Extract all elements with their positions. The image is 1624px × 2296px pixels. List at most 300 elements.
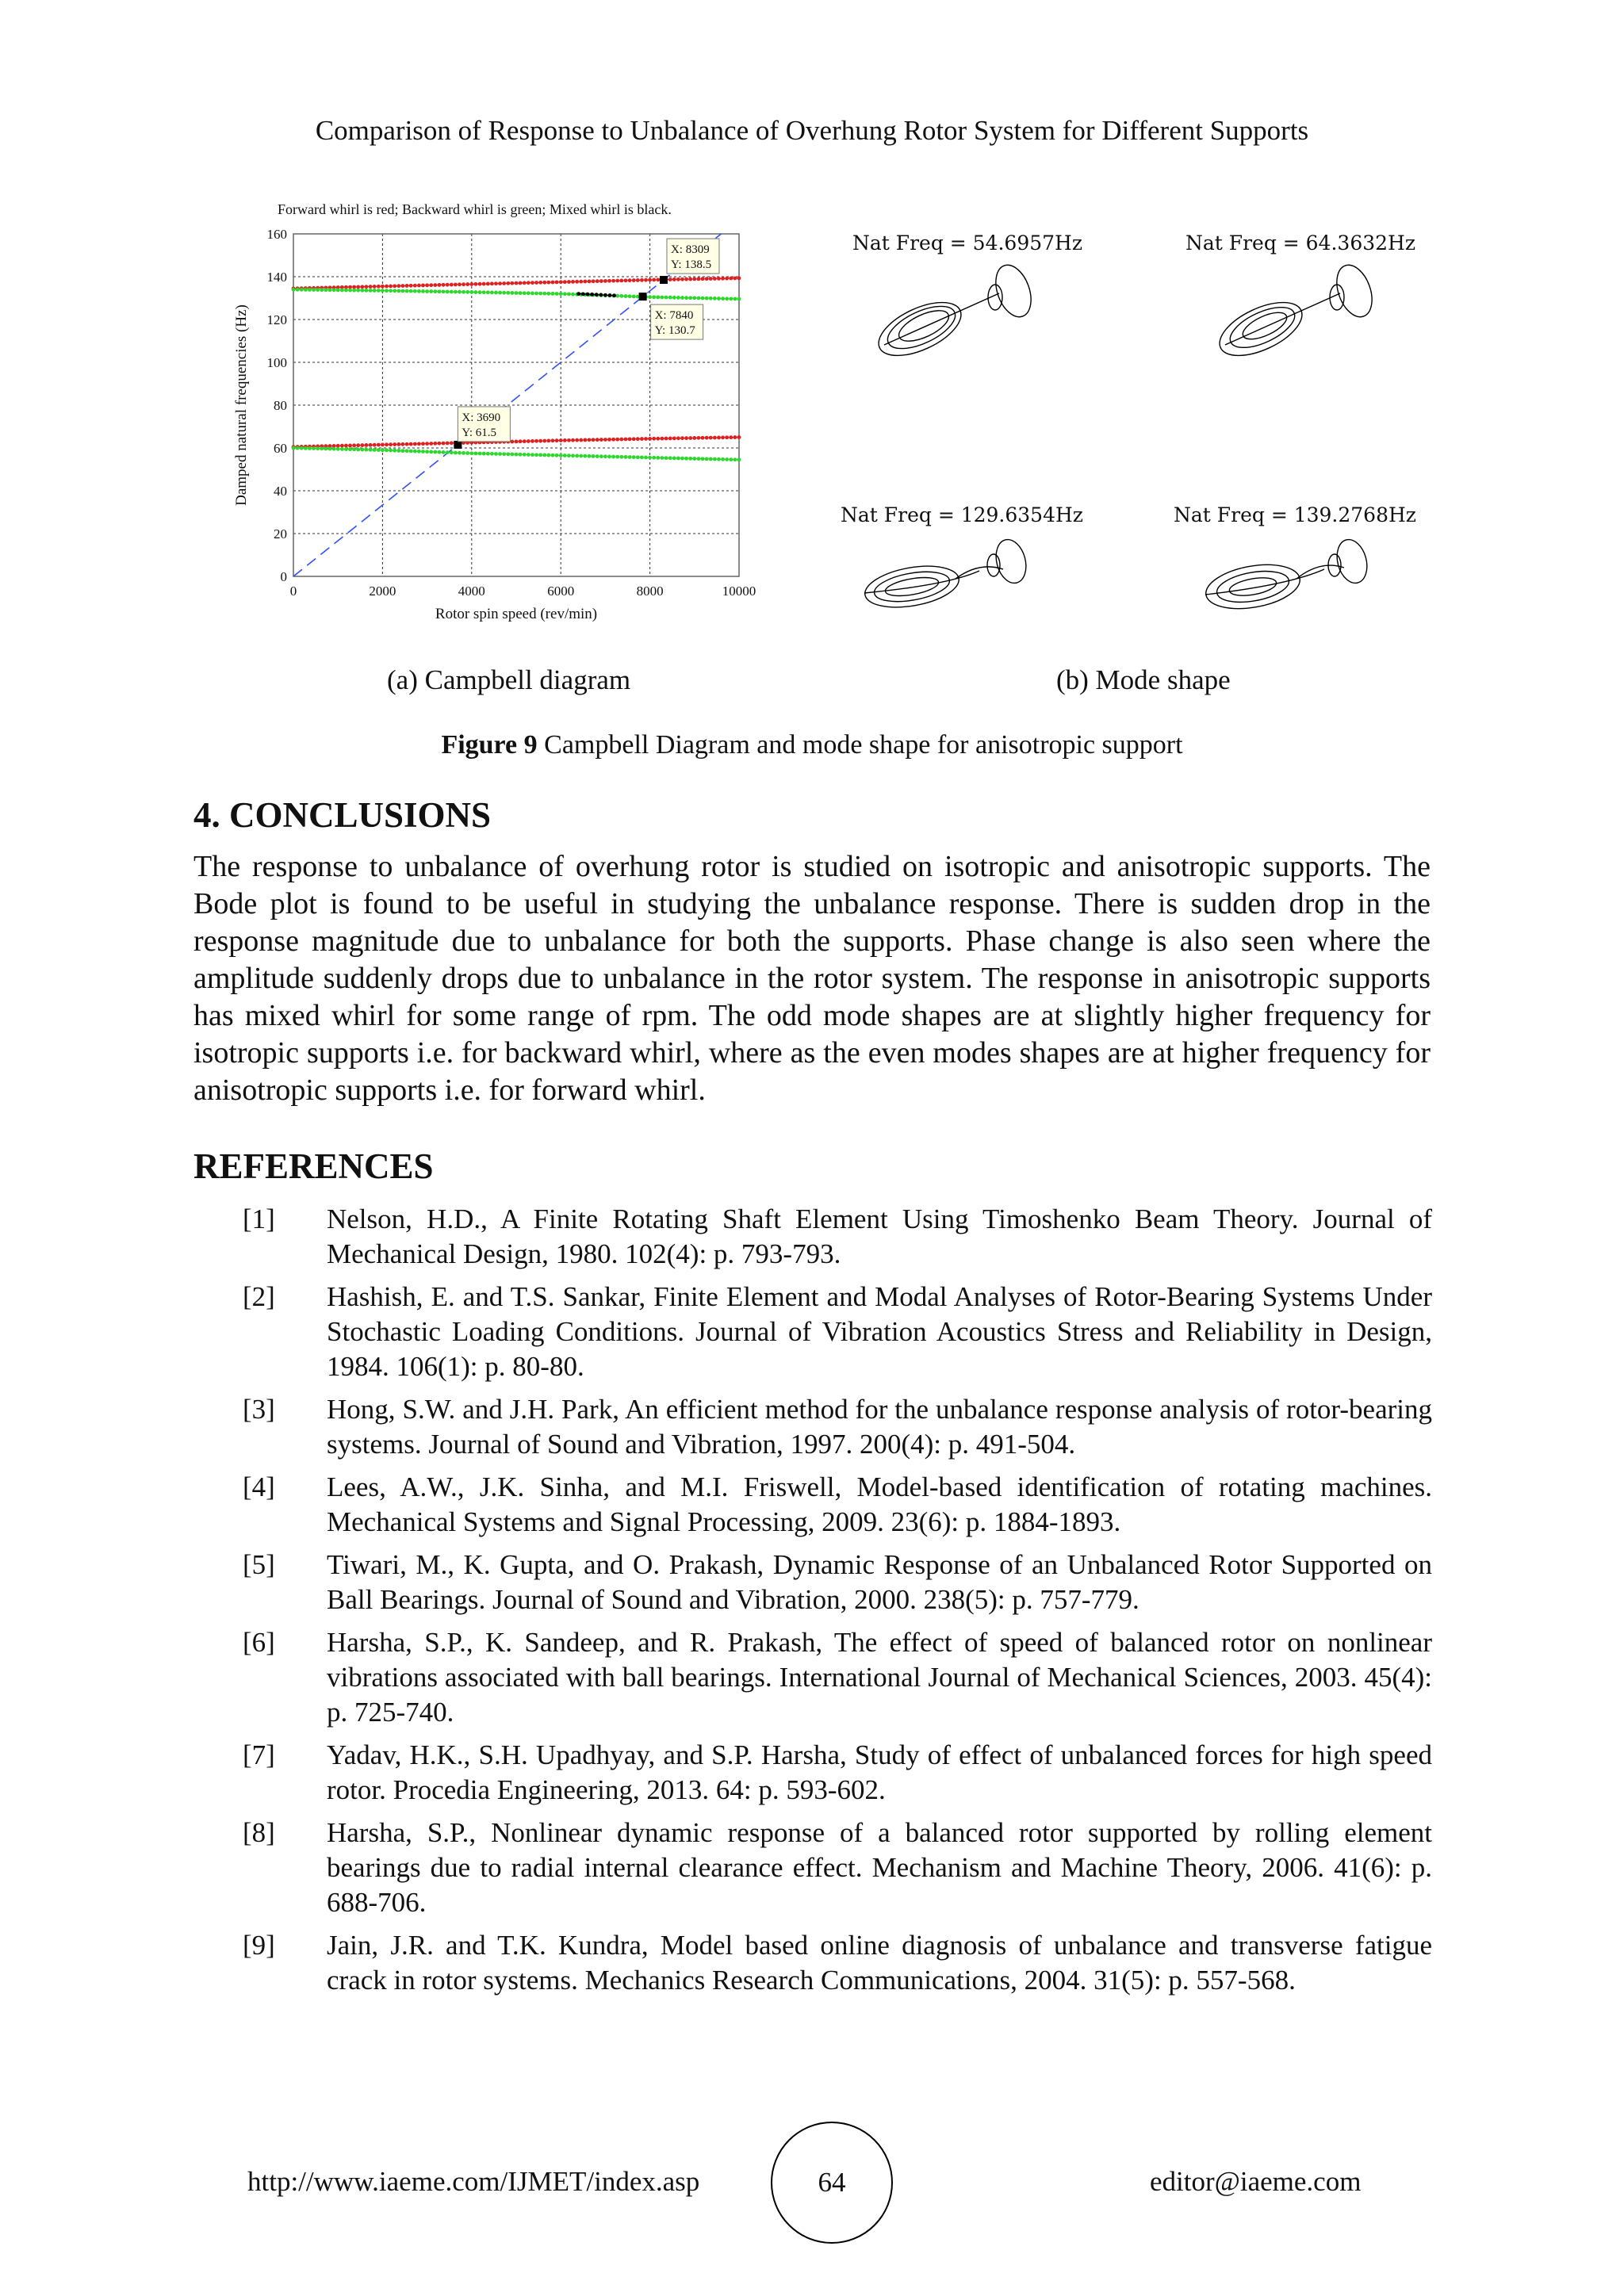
data-point [474, 451, 478, 455]
data-point [417, 450, 421, 453]
data-point [393, 442, 396, 446]
data-point [446, 290, 450, 294]
data-point [316, 288, 320, 292]
reference-number: [8] [243, 1817, 275, 1848]
data-point [592, 279, 596, 283]
data-point [486, 282, 490, 286]
data-point [527, 281, 530, 285]
data-point [527, 291, 530, 295]
data-point [555, 292, 559, 296]
y-axis-label: Damped natural frequencies (Hz) [233, 304, 250, 506]
data-point [352, 447, 356, 451]
y-tick-label: 40 [274, 484, 287, 499]
data-point [396, 289, 400, 293]
data-point [360, 448, 364, 452]
data-point [324, 447, 327, 451]
data-point [373, 448, 377, 452]
data-point [563, 280, 567, 284]
data-point [389, 442, 393, 446]
data-point [656, 456, 660, 460]
data-point [385, 285, 389, 289]
reference-text: Harsha, S.P., K. Sandeep, and R. Prakash, The effect of speed of balanced rotor on nonlinear vibrations associated with ball bearings. International Journal of Mechanical Sciences, 2003. 45(4): p. 725-740. [327, 1627, 1432, 1728]
data-point [608, 293, 612, 297]
data-point [510, 440, 514, 444]
data-point [705, 436, 709, 440]
data-point [656, 437, 660, 441]
data-point [672, 277, 676, 281]
data-point [692, 436, 696, 440]
reference-text: Nelson, H.D., A Finite Rotating Shaft Element Using Timoshenko Beam Theory. Journal of Mechanical Design, 1980. 102(4): p. 793-793. [327, 1203, 1432, 1269]
data-point [688, 457, 692, 461]
data-point [458, 290, 462, 294]
data-point [652, 295, 656, 299]
data-point [551, 453, 555, 457]
data-point [385, 448, 389, 452]
data-point [360, 289, 364, 293]
data-point [373, 443, 377, 447]
data-point [571, 453, 575, 457]
data-point [429, 442, 433, 446]
chart-title: Forward whirl is red; Backward whirl is green; Mixed whirl is black. [278, 201, 672, 217]
data-point [425, 450, 429, 453]
data-point [425, 289, 429, 293]
data-point [534, 292, 538, 296]
data-point [340, 444, 344, 448]
data-point [348, 447, 352, 451]
data-point [450, 290, 454, 294]
data-point [575, 454, 579, 458]
data-point [567, 293, 571, 297]
data-point [672, 456, 676, 460]
data-point [733, 277, 737, 281]
data-point [438, 450, 442, 454]
data-point [628, 437, 632, 441]
data-point [640, 456, 644, 460]
reference-item [193, 1625, 1432, 1730]
data-point [697, 277, 701, 281]
data-point [648, 456, 652, 460]
mode-shape-label: Nat Freq = 64.3632Hz [1185, 232, 1416, 254]
data-point [615, 279, 619, 283]
data-point [454, 290, 458, 294]
mode-shape-label: Nat Freq = 139.2768Hz [1174, 503, 1416, 526]
data-point [713, 436, 717, 440]
data-point [590, 293, 594, 297]
data-point [652, 456, 656, 460]
data-point [603, 293, 607, 297]
reference-number: [6] [243, 1627, 275, 1658]
data-point [619, 294, 623, 298]
mode-shape-4 [1174, 503, 1416, 662]
data-point [672, 296, 676, 300]
data-point [312, 446, 316, 450]
data-point [632, 455, 636, 459]
data-point [615, 438, 619, 442]
data-point [356, 285, 360, 289]
data-point [409, 442, 413, 446]
data-point [413, 284, 417, 288]
data-point [316, 446, 320, 450]
data-point [312, 288, 316, 292]
data-point [628, 278, 632, 282]
data-point [684, 277, 688, 281]
data-point [401, 442, 405, 446]
data-point [328, 288, 332, 292]
data-point [365, 443, 369, 447]
data-point [701, 457, 705, 461]
data-point [668, 437, 672, 441]
data-point [571, 293, 575, 297]
data-point [486, 452, 490, 456]
data-point [405, 449, 409, 453]
data-point [676, 277, 680, 281]
data-point [697, 457, 701, 461]
reference-number: [7] [243, 1739, 275, 1770]
data-point [713, 277, 717, 281]
data-point [409, 450, 413, 453]
data-point [619, 455, 623, 459]
data-point [588, 454, 592, 458]
data-point [632, 295, 636, 299]
data-point [498, 452, 502, 456]
data-point [506, 281, 510, 285]
data-point [292, 446, 296, 450]
data-point [697, 297, 701, 300]
data-point [478, 452, 482, 456]
data-point [332, 447, 336, 451]
data-point [575, 280, 579, 284]
data-point [373, 289, 377, 293]
data-point [438, 289, 442, 293]
data-point [680, 277, 684, 281]
data-point [588, 438, 592, 442]
data-point [381, 289, 385, 293]
data-point [611, 279, 615, 283]
data-point [611, 438, 615, 442]
data-point [692, 277, 696, 281]
data-point [567, 438, 571, 442]
data-point [729, 457, 733, 461]
data-point [405, 442, 409, 446]
datatip-marker [660, 276, 668, 284]
data-point [546, 292, 550, 296]
data-point [438, 442, 442, 446]
data-point [433, 283, 437, 287]
data-point [632, 278, 636, 282]
data-point [579, 438, 583, 442]
data-point [665, 437, 668, 441]
data-point [465, 282, 469, 286]
data-point [369, 448, 373, 452]
data-point [661, 437, 665, 441]
subcaption-b: (b) Mode shape [1056, 664, 1231, 695]
data-point [425, 283, 429, 287]
reference-text: Jain, J.R. and T.K. Kundra, Model based online diagnosis of unbalance and transverse fatigue crack in rotor systems. Mechanics Research Communications, 2004. 31(5): p. 557-568. [327, 1930, 1432, 1996]
data-point [538, 281, 542, 285]
data-point [344, 444, 348, 448]
data-point [680, 436, 684, 440]
data-point [296, 446, 300, 450]
data-point [665, 456, 668, 460]
data-point [324, 288, 327, 292]
data-point [462, 282, 465, 286]
data-point [596, 279, 599, 283]
reference-number: [2] [243, 1281, 275, 1312]
data-point [628, 294, 632, 298]
data-point [523, 291, 527, 295]
data-point [332, 288, 336, 292]
data-point [721, 277, 725, 281]
data-point [713, 457, 717, 461]
data-point [688, 296, 692, 300]
data-point [737, 297, 741, 301]
data-point [538, 292, 542, 296]
data-point [636, 278, 640, 282]
data-point [615, 455, 619, 459]
data-point [433, 289, 437, 293]
data-point [465, 451, 469, 455]
y-tick-label: 80 [274, 398, 287, 413]
data-point [725, 277, 729, 281]
data-point [571, 280, 575, 284]
data-point [680, 296, 684, 300]
data-point [482, 452, 486, 456]
data-point [446, 450, 450, 454]
datatip-text: Y: 138.5 [670, 258, 712, 272]
reference-item [193, 1548, 1432, 1617]
y-tick-label: 120 [266, 312, 287, 327]
data-point [450, 283, 454, 287]
data-point [328, 447, 332, 451]
data-point [676, 296, 680, 300]
reference-item [193, 1470, 1432, 1540]
footer-url-link[interactable]: http://www.iaeme.com/IJMET/index.asp [247, 2166, 700, 2197]
data-point [563, 438, 567, 442]
running-header: Comparison of Response to Unbalance of Overhung Rotor System for Different Supports [315, 115, 1309, 146]
data-point [502, 281, 506, 285]
data-point [581, 292, 585, 296]
page-number-text: 64 [818, 2167, 846, 2198]
reference-list [193, 1202, 1432, 2006]
reference-text: Lees, A.W., J.K. Sinha, and M.I. Friswell, Model-based identification of rotating machines. Mechanical Systems and Signal Processing, 2009. 23(6): p. 1884-1893. [327, 1471, 1432, 1537]
data-point [442, 283, 446, 287]
data-point [417, 289, 421, 293]
x-tick-label: 0 [289, 584, 297, 599]
x-tick-label: 2000 [369, 584, 396, 599]
data-point [551, 292, 555, 296]
mode-shape-drawing [852, 530, 1067, 625]
datatip-text: X: 8309 [670, 243, 710, 257]
data-point [498, 291, 502, 295]
data-point [458, 282, 462, 286]
reference-item [193, 1928, 1432, 1998]
data-point [588, 279, 592, 283]
data-point [300, 446, 304, 450]
data-point [469, 290, 473, 294]
x-tick-label: 4000 [458, 584, 485, 599]
data-point [705, 277, 709, 281]
data-point [450, 450, 454, 454]
data-point [502, 452, 506, 456]
data-point [510, 453, 514, 457]
y-tick-label: 0 [280, 569, 287, 584]
data-point [300, 288, 304, 292]
data-point [381, 448, 385, 452]
data-point [462, 451, 465, 455]
data-point [729, 297, 733, 300]
data-point [490, 281, 494, 285]
data-point [304, 446, 308, 450]
data-point [401, 289, 405, 293]
data-point [636, 455, 640, 459]
x-axis-label: Rotor spin speed (rev/min) [435, 606, 598, 622]
data-point [668, 456, 672, 460]
data-point [546, 439, 550, 443]
data-point [652, 437, 656, 441]
data-point [713, 297, 717, 300]
data-point [409, 284, 413, 288]
data-point [365, 448, 369, 452]
data-point [576, 292, 580, 296]
data-point [446, 442, 450, 446]
data-point [583, 280, 587, 284]
data-point [377, 285, 381, 289]
data-point [450, 441, 454, 445]
data-point [624, 455, 628, 459]
data-point [697, 436, 701, 440]
data-point [624, 294, 628, 298]
data-point [494, 291, 498, 295]
reference-item [193, 1816, 1432, 1920]
data-point [640, 278, 644, 282]
data-point [717, 277, 721, 281]
figure-caption-text: Campbell Diagram and mode shape for anisotropic support [537, 730, 1183, 760]
data-point [442, 450, 446, 454]
data-point [425, 442, 429, 446]
data-point [701, 436, 705, 440]
mode-shape-drawing [1185, 530, 1400, 625]
data-point [680, 457, 684, 461]
data-point [409, 289, 413, 293]
data-point [607, 438, 611, 442]
data-point [567, 453, 571, 457]
page-number [771, 2122, 893, 2244]
data-point [429, 450, 433, 454]
y-tick-label: 20 [274, 526, 287, 541]
reference-number: [5] [243, 1549, 275, 1580]
data-point [717, 436, 721, 440]
data-point [519, 439, 523, 443]
data-point [596, 454, 599, 458]
data-point [583, 454, 587, 458]
data-point [595, 293, 599, 297]
data-point [530, 439, 534, 443]
data-point [661, 296, 665, 300]
data-point [546, 281, 550, 285]
data-point [672, 436, 676, 440]
data-point [628, 455, 632, 459]
mode-shape-3 [841, 503, 1083, 662]
data-point [308, 446, 312, 450]
data-point [356, 289, 360, 293]
data-point [344, 447, 348, 451]
data-point [369, 289, 373, 293]
data-point [684, 296, 688, 300]
data-point [542, 439, 546, 443]
data-point [725, 435, 729, 439]
mode-shape-drawing [864, 258, 1071, 369]
data-point [527, 439, 530, 443]
data-point [396, 449, 400, 453]
data-point [717, 297, 721, 300]
data-point [469, 282, 473, 286]
data-point [619, 279, 623, 283]
data-point [506, 291, 510, 295]
data-point [555, 280, 559, 284]
data-point [640, 437, 644, 441]
data-point [482, 290, 486, 294]
data-point [692, 296, 696, 300]
data-point [567, 280, 571, 284]
data-point [709, 297, 713, 300]
reference-text: Yadav, H.K., S.H. Upadhyay, and S.P. Harsha, Study of effect of unbalanced forces for high speed rotor. Procedia Engineering, 2013. 64: p. 593-602. [327, 1739, 1432, 1805]
data-point [579, 280, 583, 284]
data-point [515, 440, 519, 444]
datatip-text: X: 7840 [654, 309, 694, 323]
data-point [348, 444, 352, 448]
data-point [494, 452, 498, 456]
data-point [462, 290, 465, 294]
mode-shape-1 [848, 232, 1086, 390]
data-point [611, 455, 615, 459]
footer-email-link[interactable]: editor@iaeme.com [1150, 2166, 1362, 2197]
data-point [433, 450, 437, 454]
data-point [534, 281, 538, 285]
data-point [296, 288, 300, 292]
data-point [701, 297, 705, 300]
data-point [381, 443, 385, 447]
data-point [498, 281, 502, 285]
mode-shape-label: Nat Freq = 129.6354Hz [841, 503, 1083, 526]
data-point [377, 443, 381, 447]
data-point [385, 289, 389, 293]
data-point [465, 290, 469, 294]
data-point [381, 285, 385, 289]
y-tick-label: 160 [266, 227, 287, 242]
data-point [559, 438, 563, 442]
mode-shape-drawing [1197, 258, 1404, 369]
reference-item [193, 1392, 1432, 1462]
data-point [369, 285, 373, 289]
reference-number: [9] [243, 1930, 275, 1961]
data-point [599, 438, 603, 442]
data-point [429, 283, 433, 287]
data-point [599, 454, 603, 458]
data-point [352, 285, 356, 289]
data-point [523, 453, 527, 457]
data-point [519, 281, 523, 285]
data-point [599, 293, 603, 297]
y-tick-label: 100 [266, 355, 287, 370]
data-point [377, 289, 381, 293]
data-point [482, 282, 486, 286]
data-point [665, 296, 668, 300]
series-2 [292, 276, 741, 290]
data-point [709, 457, 713, 461]
data-point [648, 437, 652, 441]
data-point [534, 453, 538, 457]
data-point [417, 284, 421, 288]
